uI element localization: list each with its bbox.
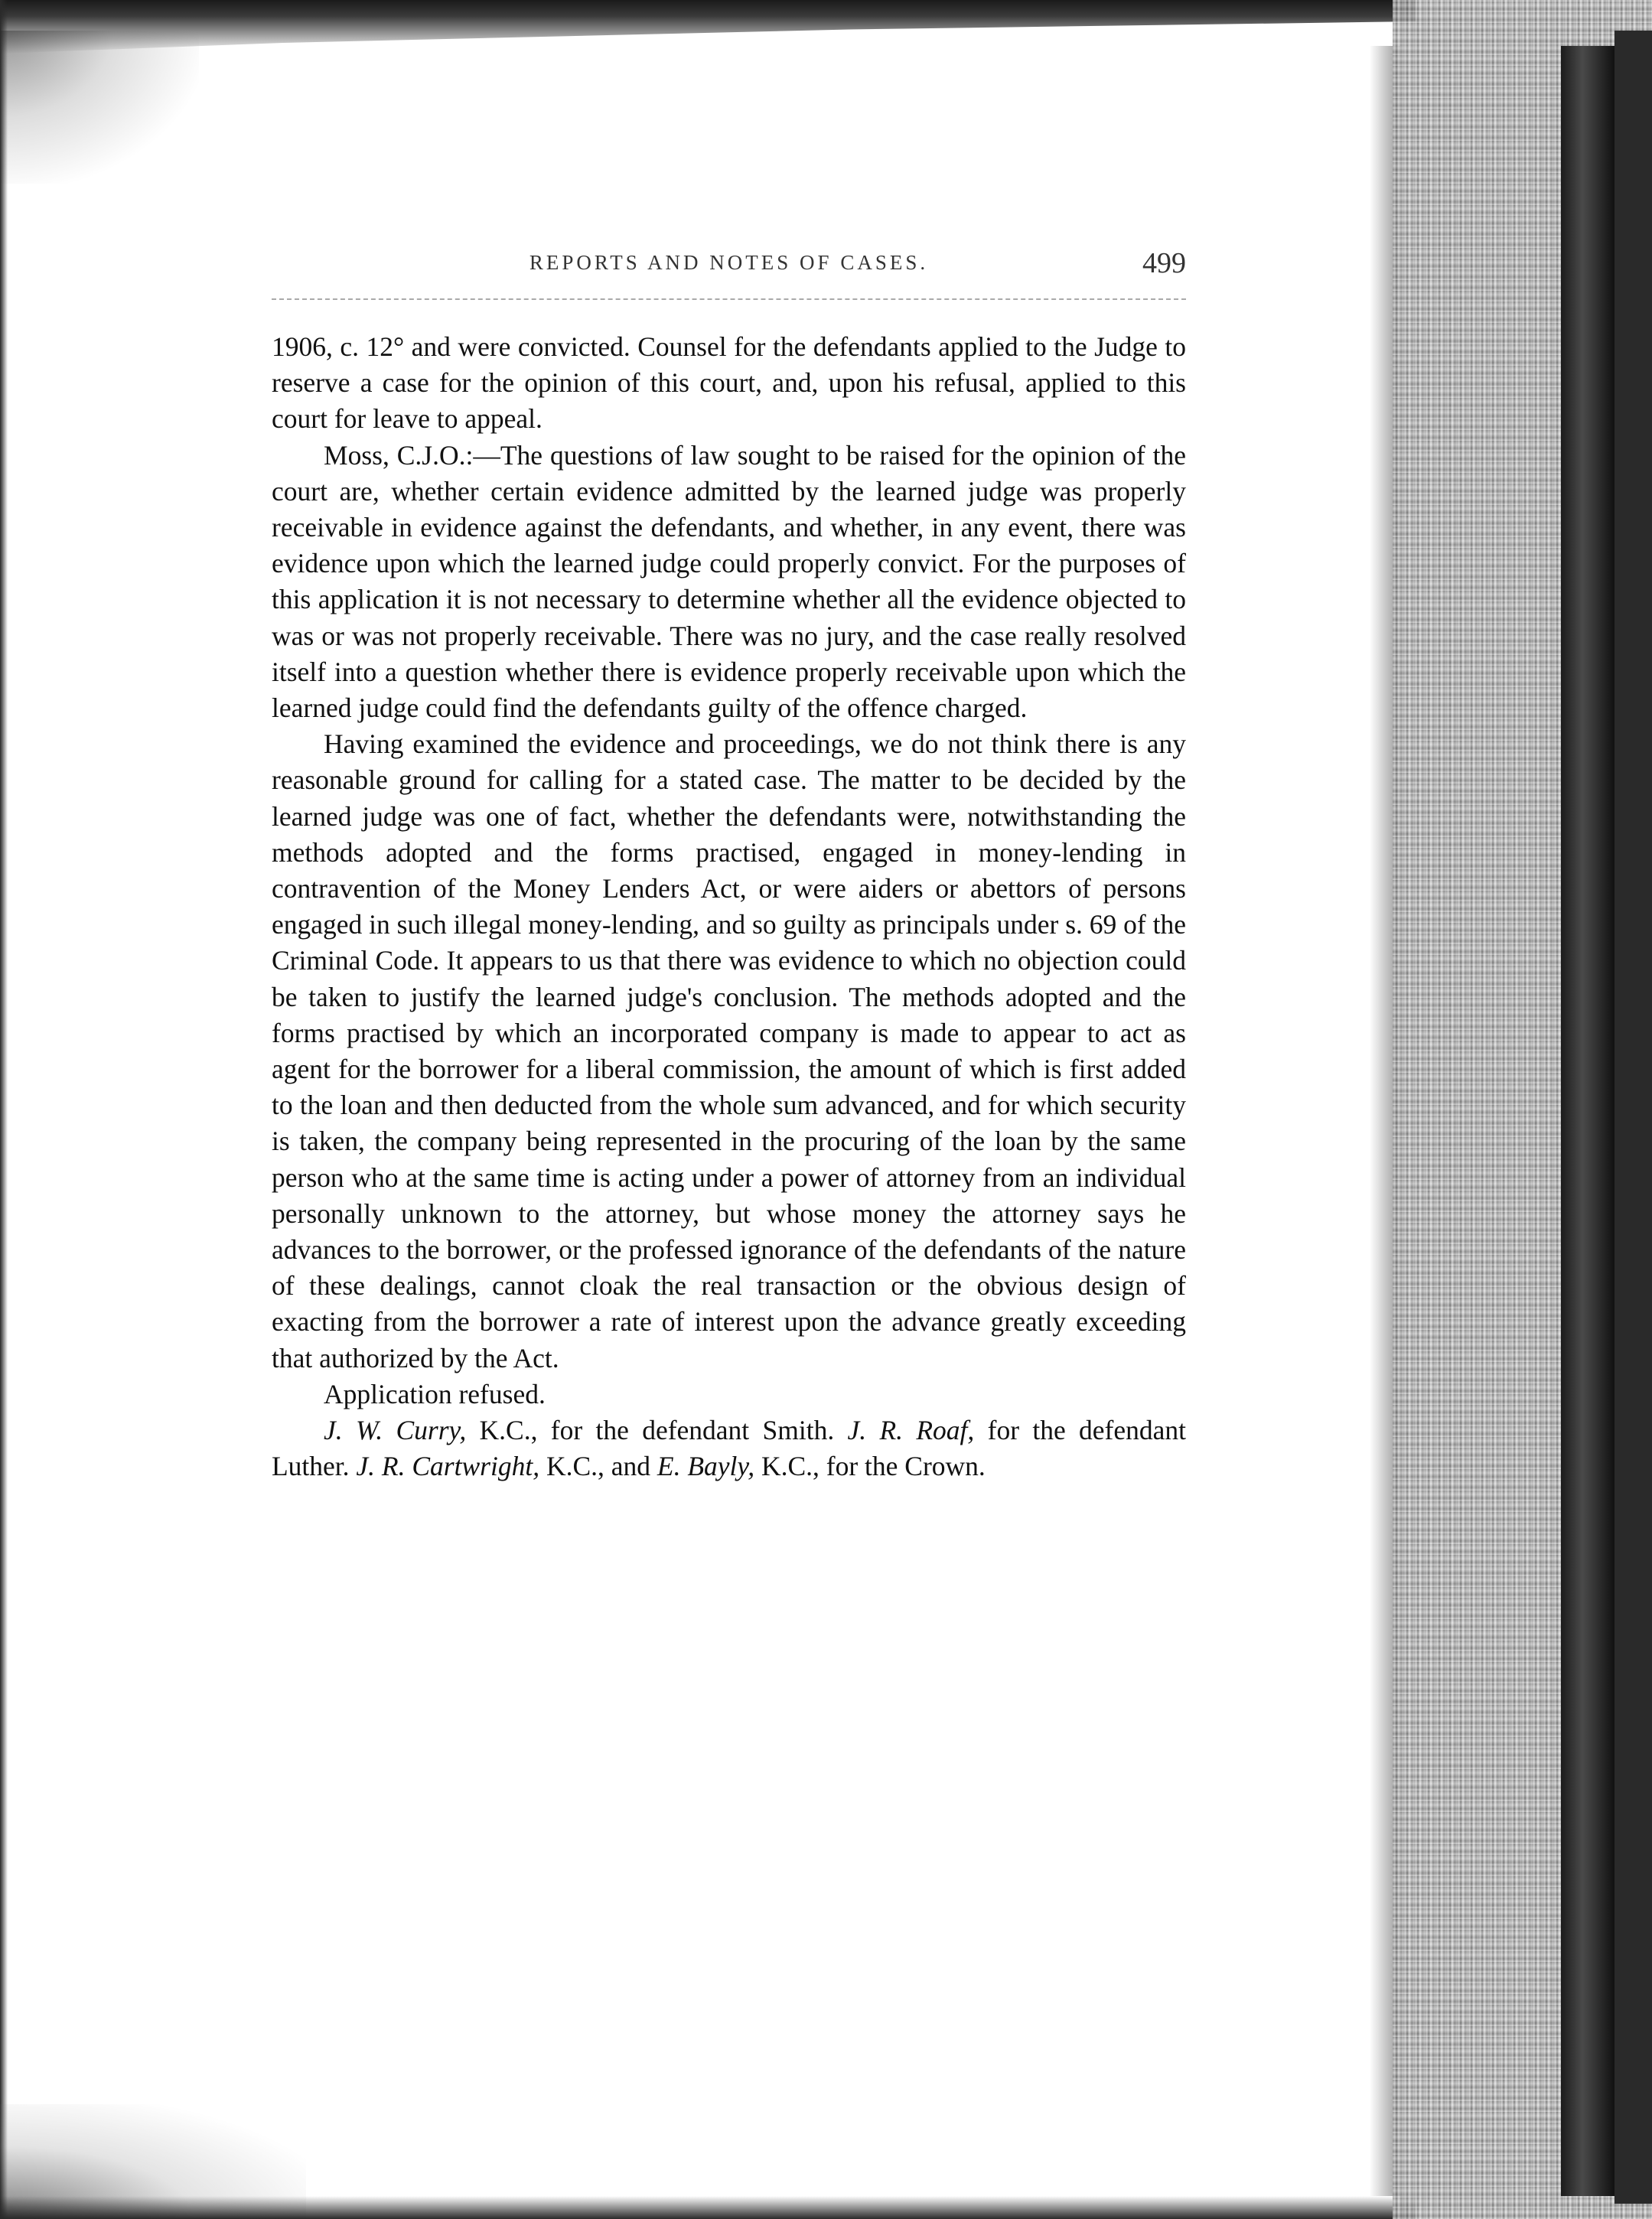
paragraph-judgment-opening: Moss, C.J.O.:—The questions of law sought to be raised for the opinion of the court are, whether certain evidence admitted by the learned judge was properly receivable in evidence against the defendants, and whether, in any event, there was evidence upon which the learned judge could properly convict. For the purposes of this application it is not necessary to determine whether all the evidence objected to was or was not properly receivable. There was no jury, and the case really resolved itself into a question whether there is evidence properly receivable upon which the learned judge could find the defendants guilty of the offence charged. xyxy=(272,439,1186,724)
counsel-name-curry: J. W. Curry, xyxy=(324,1415,467,1446)
scan-smudge-top-left xyxy=(0,31,199,184)
running-head xyxy=(272,246,1186,285)
counsel-role-crown: K.C., for the Crown. xyxy=(754,1451,986,1482)
scan-bottom-edge-shadow xyxy=(0,2196,1416,2219)
page-number: 499 xyxy=(1142,247,1186,279)
header-rule xyxy=(272,298,1186,300)
scan-top-edge-shadow xyxy=(0,0,1416,54)
counsel-name-bayly: E. Bayly, xyxy=(657,1451,755,1482)
counsel-role-smith: K.C., for the defendant Smith. xyxy=(466,1415,848,1446)
counsel-name-cartwright: J. R. Cartwright, xyxy=(356,1451,540,1482)
counsel-role-luther: for the defendant Luther. xyxy=(272,1415,1186,1482)
paragraph-judgment-reasons: Having examined the evidence and proceedings, we do not think there is any reasonable ground for calling for a stated case. The matter to be decided by the learned judge was one of fact, whether the defendants were, notwithstanding the methods adopted and the forms practised, engaged in money-lending in contravention of the Money Lenders Act, or were aiders or abettors of persons engaged in such illegal money-lending, and so guilty as principals under s. 69 of the Criminal Code. It appears to us that there was evidence to which no objection could be taken to justify the learned judge's conclusion. The methods adopted and the forms practised by which an incorporated company is made to appear to act as agent for the borrower for a liberal commission, the amount of which is first added to the loan and then deducted from the whole sum advanced, and for which security is taken, the company being represented in the procuring of the loan by the same person who at the same time is acting under a power of attorney from an individual personally unknown to the attorney, but whose money the attorney says he advances to the borrower, or the professed ignorance of the defendants of the nature of these dealings, cannot cloak the real transaction or the obvious design of exacting from the borrower a rate of interest upon the advance greatly exceeding that authorized by the Act. xyxy=(272,728,1186,1373)
book-spine xyxy=(1561,46,1615,2196)
running-title: REPORTS AND NOTES OF CASES. xyxy=(529,251,929,274)
counsel-role-kc-and: K.C., and xyxy=(539,1451,657,1482)
book-spine-edge xyxy=(1615,31,1652,2204)
disposition: Application refused. xyxy=(324,1378,546,1409)
counsel-name-roaf: J. R. Roaf, xyxy=(847,1415,975,1446)
counsel-listing xyxy=(272,1413,1186,1484)
scan-left-edge-shadow xyxy=(0,0,8,2219)
text-body xyxy=(272,329,1186,1485)
paragraph-continuation: 1906, c. 12° and were convicted. Counsel for the defendants applied to the Judge to reserve a case for the opinion of this court, and, upon his refusal, applied to this court for leave to appeal. xyxy=(272,331,1186,435)
